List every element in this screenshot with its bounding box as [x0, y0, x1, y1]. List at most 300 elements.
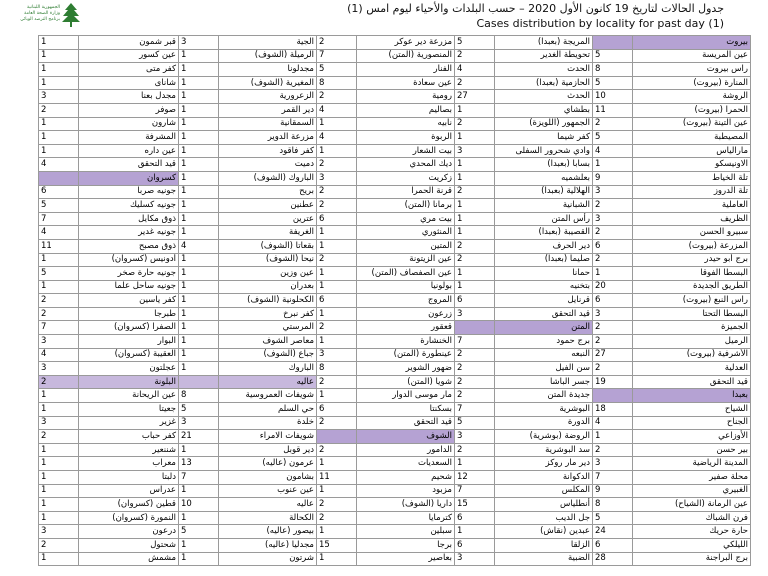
case-count-cell: 4 [317, 103, 357, 117]
locality-name-cell: شويا (المتن) [357, 375, 455, 389]
table-row [39, 36, 751, 50]
table-row [39, 348, 751, 362]
case-count-cell: 9 [593, 171, 633, 185]
case-count-cell: 1 [179, 63, 219, 77]
case-count-cell: 18 [593, 403, 633, 417]
page-header [0, 0, 768, 34]
case-count-cell: 2 [317, 443, 357, 457]
case-count-cell: 28 [593, 552, 633, 566]
case-count-cell: 2 [455, 389, 495, 403]
locality-name-cell: قطين (كسروان) [79, 498, 179, 512]
case-count-cell: 2 [455, 49, 495, 63]
case-count-cell: 2 [455, 362, 495, 376]
case-count-cell: 1 [455, 131, 495, 145]
case-count-cell: 1 [179, 552, 219, 566]
case-count-cell: 3 [317, 348, 357, 362]
locality-name-cell: كسروان [79, 171, 179, 185]
case-count-cell: 2 [455, 348, 495, 362]
case-count-cell: 1 [179, 348, 219, 362]
locality-name-cell: دلبتا [79, 471, 179, 485]
case-count-cell: 6 [39, 185, 79, 199]
locality-name-cell: المتين [357, 239, 455, 253]
case-count-cell: 3 [39, 335, 79, 349]
locality-name-cell: سبلين [357, 525, 455, 539]
case-count-cell: 6 [317, 403, 357, 417]
case-count-cell: 1 [317, 307, 357, 321]
locality-name-cell: أدونيس (كسروان) [79, 253, 179, 267]
case-count-cell: 2 [317, 321, 357, 335]
locality-name-cell: المدينة الرياضية [633, 457, 751, 471]
case-count-cell: 1 [39, 484, 79, 498]
case-count-cell: 2 [455, 117, 495, 131]
case-count-cell: 19 [593, 375, 633, 389]
locality-name-cell: جعيتا [79, 403, 179, 417]
locality-name-cell: برج البراجنة [633, 552, 751, 566]
locality-name-cell: النبعه [495, 348, 593, 362]
case-count-cell: 3 [39, 416, 79, 430]
case-count-cell: 11 [593, 103, 633, 117]
case-count-cell: 2 [317, 199, 357, 213]
locality-name-cell: عرمون (عاليه) [219, 457, 317, 471]
case-count-cell: 4 [593, 416, 633, 430]
locality-name-cell: مار موسى الدوار [357, 389, 455, 403]
locality-name-cell: الحازمية (بعبدا) [495, 76, 593, 90]
locality-name-cell: شارون [79, 117, 179, 131]
table-row [39, 375, 751, 389]
case-count-cell [593, 389, 633, 403]
locality-name-cell: الروضة (بوشرية) [495, 430, 593, 444]
locality-name-cell: جسر الباشا [495, 375, 593, 389]
case-count-cell: 2 [317, 253, 357, 267]
locality-name-cell: الربوة [357, 131, 455, 145]
locality-name-cell: بير حسن [633, 443, 751, 457]
locality-name-cell: بيروت [633, 36, 751, 50]
locality-name-cell: مزرعة الدوير [219, 131, 317, 145]
case-count-cell: 1 [39, 49, 79, 63]
locality-name-cell: البسطا التحتا [633, 307, 751, 321]
case-count-cell: 1 [39, 253, 79, 267]
case-count-cell: 1 [179, 103, 219, 117]
case-count-cell [455, 321, 495, 335]
locality-name-cell: البلونة [79, 375, 179, 389]
case-count-cell: 1 [317, 552, 357, 566]
table-row [39, 430, 751, 444]
locality-name-cell: برمانا (المتن) [357, 199, 455, 213]
table-row [39, 457, 751, 471]
locality-name-cell: البسطا الفوقا [633, 267, 751, 281]
table-row [39, 498, 751, 512]
locality-name-cell: الدكوانة [495, 471, 593, 485]
case-count-cell: 1 [455, 171, 495, 185]
locality-name-cell: النمورة (كسروان) [79, 511, 179, 525]
locality-name-cell: العقيبة (كسروان) [79, 348, 179, 362]
locality-name-cell: معاصر الشوف [219, 335, 317, 349]
locality-name-cell: السمقانية [219, 117, 317, 131]
case-count-cell: 7 [39, 212, 79, 226]
locality-name-cell: بسابا (بعبدا) [495, 158, 593, 172]
locality-name-cell: قيد التحقق [357, 416, 455, 430]
table-row [39, 76, 751, 90]
locality-name-cell: عين سعادة [357, 76, 455, 90]
locality-name-cell: شويفات الامراء [219, 430, 317, 444]
locality-name-cell: الرميل [633, 335, 751, 349]
locality-name-cell: بعبدا [633, 389, 751, 403]
locality-name-cell: ديك المحدي [357, 158, 455, 172]
locality-name-cell: عين التينة (بيروت) [633, 117, 751, 131]
locality-name-cell: عين الرمانة (الشياح) [633, 498, 751, 512]
table-row [39, 389, 751, 403]
locality-name-cell: العدلية [633, 362, 751, 376]
locality-name-cell: ذوق مكايل [79, 212, 179, 226]
locality-name-cell: عين الصفصاف (المتن) [357, 267, 455, 281]
case-count-cell: 1 [455, 267, 495, 281]
table-row [39, 253, 751, 267]
locality-name-cell: صوفر [79, 103, 179, 117]
case-count-cell: 2 [455, 443, 495, 457]
locality-name-cell: الجمهور (اللويزة) [495, 117, 593, 131]
locality-name-cell: بعلشميه [495, 171, 593, 185]
logo-text: الجمهورية اللبنانية وزارة الصحة العامة برنامج الترصد الوبائي [20, 5, 60, 22]
case-count-cell: 1 [179, 226, 219, 240]
table-row [39, 552, 751, 566]
case-count-cell: 1 [179, 267, 219, 281]
case-count-cell: 27 [593, 348, 633, 362]
case-count-cell: 2 [39, 103, 79, 117]
locality-name-cell: راس بيروت [633, 63, 751, 77]
case-count-cell: 1 [317, 267, 357, 281]
case-count-cell: 10 [593, 90, 633, 104]
table-row [39, 117, 751, 131]
locality-name-cell: دير قوبل [219, 443, 317, 457]
locality-name-cell: عينطورة (المتن) [357, 348, 455, 362]
ministry-logo [8, 2, 82, 30]
case-count-cell: 3 [179, 36, 219, 50]
locality-name-cell: الأشرفية (بيروت) [633, 348, 751, 362]
locality-name-cell: المكلس [495, 484, 593, 498]
locality-name-cell: دميت [219, 158, 317, 172]
case-count-cell: 1 [179, 484, 219, 498]
case-count-cell: 20 [593, 280, 633, 294]
locality-name-cell: الغبيري [633, 484, 751, 498]
case-count-cell: 5 [593, 49, 633, 63]
locality-name-cell: شحتول [79, 538, 179, 552]
case-count-cell: 3 [317, 171, 357, 185]
locality-name-cell: الليلكي [633, 538, 751, 552]
locality-name-cell: قرنايل [495, 294, 593, 308]
locality-name-cell: رأس المتن [495, 212, 593, 226]
locality-name-cell: عين الريحانة [79, 389, 179, 403]
case-count-cell: 2 [455, 375, 495, 389]
case-count-cell: 1 [593, 267, 633, 281]
cases-table [38, 35, 751, 566]
case-count-cell: 1 [317, 144, 357, 158]
locality-name-cell: الظريف [633, 212, 751, 226]
case-count-cell: 3 [455, 430, 495, 444]
table-row [39, 362, 751, 376]
locality-name-cell: الرميلة (الشوف) [219, 49, 317, 63]
case-count-cell [317, 430, 357, 444]
case-count-cell: 3 [39, 90, 79, 104]
locality-name-cell: البوار [79, 335, 179, 349]
locality-name-cell: جونيه غدير [79, 226, 179, 240]
case-count-cell: 6 [455, 294, 495, 308]
locality-name-cell: بولونيا [357, 280, 455, 294]
locality-name-cell: حارة حريك [633, 525, 751, 539]
case-count-cell: 1 [179, 443, 219, 457]
table-row [39, 294, 751, 308]
locality-name-cell: درعون [79, 525, 179, 539]
case-count-cell: 1 [39, 471, 79, 485]
table-row [39, 103, 751, 117]
locality-name-cell: المزرعة (بيروت) [633, 239, 751, 253]
locality-name-cell: داريا (الشوف) [357, 498, 455, 512]
case-count-cell: 1 [455, 199, 495, 213]
locality-name-cell: تلة الدروز [633, 185, 751, 199]
case-count-cell: 6 [317, 294, 357, 308]
locality-name-cell: برج حمود [495, 335, 593, 349]
page-title-arabic: جدول الحالات لتاريخ 19 كانون الأول 2020 – حسب البلدات والأحياء ليوم امس (1) [347, 2, 724, 15]
locality-name-cell: راس النبع (بيروت) [633, 294, 751, 308]
locality-name-cell: عين المريسة [633, 49, 751, 63]
locality-name-cell: مزرعة دير عوكر [357, 36, 455, 50]
case-count-cell: 10 [179, 498, 219, 512]
case-count-cell: 2 [593, 335, 633, 349]
locality-name-cell: مشمش [79, 552, 179, 566]
locality-name-cell: فرن الشباك [633, 511, 751, 525]
locality-name-cell: قرنة الحمرا [357, 185, 455, 199]
locality-name-cell: المصيطبة [633, 131, 751, 145]
table-row [39, 471, 751, 485]
case-count-cell: 7 [317, 49, 357, 63]
case-count-cell: 2 [39, 375, 79, 389]
locality-name-cell: صليما (بعبدا) [495, 253, 593, 267]
locality-name-cell: المنثوري [357, 226, 455, 240]
table-row [39, 63, 751, 77]
locality-name-cell: بشامون [219, 471, 317, 485]
locality-name-cell: طبرجا [79, 307, 179, 321]
locality-name-cell: العاملية [633, 199, 751, 213]
locality-name-cell: خلدة [219, 416, 317, 430]
case-count-cell: 3 [593, 212, 633, 226]
case-count-cell: 1 [39, 36, 79, 50]
table-row [39, 131, 751, 145]
case-count-cell: 5 [317, 63, 357, 77]
case-count-cell: 1 [179, 144, 219, 158]
cedar-tree-icon [62, 2, 80, 28]
locality-name-cell: عين كسور [79, 49, 179, 63]
locality-name-cell: عدراس [79, 484, 179, 498]
case-count-cell: 6 [317, 212, 357, 226]
locality-name-cell: بيصور (عاليه) [219, 525, 317, 539]
case-count-cell: 1 [317, 525, 357, 539]
case-count-cell: 1 [593, 430, 633, 444]
case-count-cell: 5 [593, 511, 633, 525]
case-count-cell: 1 [39, 443, 79, 457]
locality-name-cell: برج أبو حيدر [633, 253, 751, 267]
locality-name-cell: الضبية [495, 552, 593, 566]
locality-name-cell: بتخنيه [495, 280, 593, 294]
table-row [39, 239, 751, 253]
case-count-cell: 1 [317, 335, 357, 349]
case-count-cell: 8 [317, 76, 357, 90]
locality-name-cell: نيحا (الشوف) [219, 253, 317, 267]
locality-name-cell: الصفرا (كسروان) [79, 321, 179, 335]
case-count-cell: 2 [317, 185, 357, 199]
case-count-cell: 1 [455, 525, 495, 539]
case-count-cell: 2 [593, 253, 633, 267]
case-count-cell: 3 [39, 362, 79, 376]
locality-name-cell: قيد التحقق [79, 158, 179, 172]
table-row [39, 443, 751, 457]
case-count-cell: 3 [593, 457, 633, 471]
case-count-cell: 2 [593, 117, 633, 131]
case-count-cell: 1 [179, 90, 219, 104]
case-count-cell: 1 [179, 362, 219, 376]
table-body [39, 36, 751, 566]
table-row [39, 511, 751, 525]
locality-name-cell: زكريت [357, 171, 455, 185]
table-row [39, 212, 751, 226]
case-count-cell: 7 [39, 321, 79, 335]
case-count-cell: 6 [593, 294, 633, 308]
locality-name-cell: جونيه كسليك [79, 199, 179, 213]
table-row [39, 538, 751, 552]
locality-name-cell: الشبانية [495, 199, 593, 213]
locality-name-cell: شننعير [79, 443, 179, 457]
locality-name-cell: أنطلياس [495, 498, 593, 512]
case-count-cell: 13 [179, 457, 219, 471]
case-count-cell: 5 [179, 525, 219, 539]
locality-name-cell: المتن [495, 321, 593, 335]
locality-name-cell: الزلقا [495, 538, 593, 552]
case-count-cell: 27 [455, 90, 495, 104]
locality-name-cell: المرستي [219, 321, 317, 335]
locality-name-cell: ذوق مصبح [79, 239, 179, 253]
locality-name-cell: بريح [219, 185, 317, 199]
locality-name-cell: بقعاتا (الشوف) [219, 239, 317, 253]
case-count-cell: 2 [317, 158, 357, 172]
locality-name-cell: مجدليا (عاليه) [219, 538, 317, 552]
locality-name-cell: الحدث [495, 90, 593, 104]
case-count-cell: 1 [179, 294, 219, 308]
case-count-cell [179, 375, 219, 389]
case-count-cell: 15 [455, 498, 495, 512]
case-count-cell: 2 [593, 199, 633, 213]
locality-name-cell: وادي شحرور السفلى [495, 144, 593, 158]
case-count-cell: 1 [317, 117, 357, 131]
case-count-cell: 1 [317, 239, 357, 253]
locality-name-cell: شرتون [219, 552, 317, 566]
table-row [39, 158, 751, 172]
locality-name-cell: الطريق الجديدة [633, 280, 751, 294]
case-count-cell: 1 [39, 63, 79, 77]
case-count-cell: 1 [179, 158, 219, 172]
case-count-cell: 11 [317, 471, 357, 485]
locality-name-cell: الباروك (الشوف) [219, 171, 317, 185]
locality-name-cell: كفر نبرخ [219, 307, 317, 321]
locality-name-cell: شويفات العمروسية [219, 389, 317, 403]
locality-name-cell: الاونيسكو [633, 158, 751, 172]
case-count-cell: 1 [179, 280, 219, 294]
case-count-cell: 3 [455, 307, 495, 321]
case-count-cell: 15 [317, 538, 357, 552]
case-count-cell: 11 [39, 239, 79, 253]
case-count-cell: 7 [455, 484, 495, 498]
case-count-cell: 2 [39, 307, 79, 321]
locality-name-cell: الغريفة [219, 226, 317, 240]
case-count-cell: 1 [455, 280, 495, 294]
locality-name-cell: الدورة [495, 416, 593, 430]
locality-name-cell: الباروك [219, 362, 317, 376]
case-count-cell: 1 [179, 131, 219, 145]
case-count-cell: 7 [455, 335, 495, 349]
case-count-cell: 5 [455, 36, 495, 50]
case-count-cell: 2 [455, 76, 495, 90]
case-count-cell: 2 [593, 362, 633, 376]
case-count-cell: 1 [179, 538, 219, 552]
locality-name-cell: قبر شمون [79, 36, 179, 50]
case-count-cell: 3 [39, 525, 79, 539]
case-count-cell: 5 [39, 199, 79, 213]
locality-name-cell: المغيرية (الشوف) [219, 76, 317, 90]
locality-name-cell: مزبود [357, 484, 455, 498]
table-row [39, 185, 751, 199]
case-count-cell: 2 [593, 321, 633, 335]
case-count-cell: 1 [179, 185, 219, 199]
locality-name-cell: حمانا [495, 267, 593, 281]
locality-name-cell: كفر فاقود [219, 144, 317, 158]
locality-name-cell: سد البوشرية [495, 443, 593, 457]
locality-name-cell: سن الفيل [495, 362, 593, 376]
case-count-cell: 8 [317, 362, 357, 376]
locality-name-cell: برجا [357, 538, 455, 552]
locality-name-cell: بيت مري [357, 212, 455, 226]
locality-name-cell: تحويطة الغدير [495, 49, 593, 63]
locality-name-cell: عين داره [79, 144, 179, 158]
case-count-cell: 2 [455, 185, 495, 199]
locality-name-cell: الزعرورية [219, 90, 317, 104]
case-count-cell: 6 [455, 538, 495, 552]
case-count-cell: 21 [179, 430, 219, 444]
table-row [39, 484, 751, 498]
case-count-cell: 2 [317, 375, 357, 389]
case-count-cell: 1 [179, 117, 219, 131]
case-count-cell: 3 [593, 307, 633, 321]
table-row [39, 416, 751, 430]
case-count-cell: 1 [39, 457, 79, 471]
locality-name-cell: بعاصير [357, 552, 455, 566]
locality-name-cell: محلة صفير [633, 471, 751, 485]
locality-name-cell: مجدلونا [219, 63, 317, 77]
locality-name-cell: البوشرية [495, 403, 593, 417]
case-count-cell: 5 [455, 416, 495, 430]
locality-name-cell: القصيبة (بعبدا) [495, 226, 593, 240]
table-row [39, 403, 751, 417]
table-row [39, 267, 751, 281]
case-count-cell: 1 [455, 226, 495, 240]
case-count-cell: 4 [593, 144, 633, 158]
case-count-cell: 9 [593, 484, 633, 498]
case-count-cell: 3 [455, 552, 495, 566]
table-row [39, 171, 751, 185]
case-count-cell: 6 [593, 538, 633, 552]
locality-name-cell: دير الحرف [495, 239, 593, 253]
locality-name-cell: المريجة (بعبدا) [495, 36, 593, 50]
case-count-cell: 4 [39, 226, 79, 240]
case-count-cell: 1 [317, 484, 357, 498]
case-count-cell: 2 [317, 90, 357, 104]
locality-name-cell: الخنشارة [357, 335, 455, 349]
